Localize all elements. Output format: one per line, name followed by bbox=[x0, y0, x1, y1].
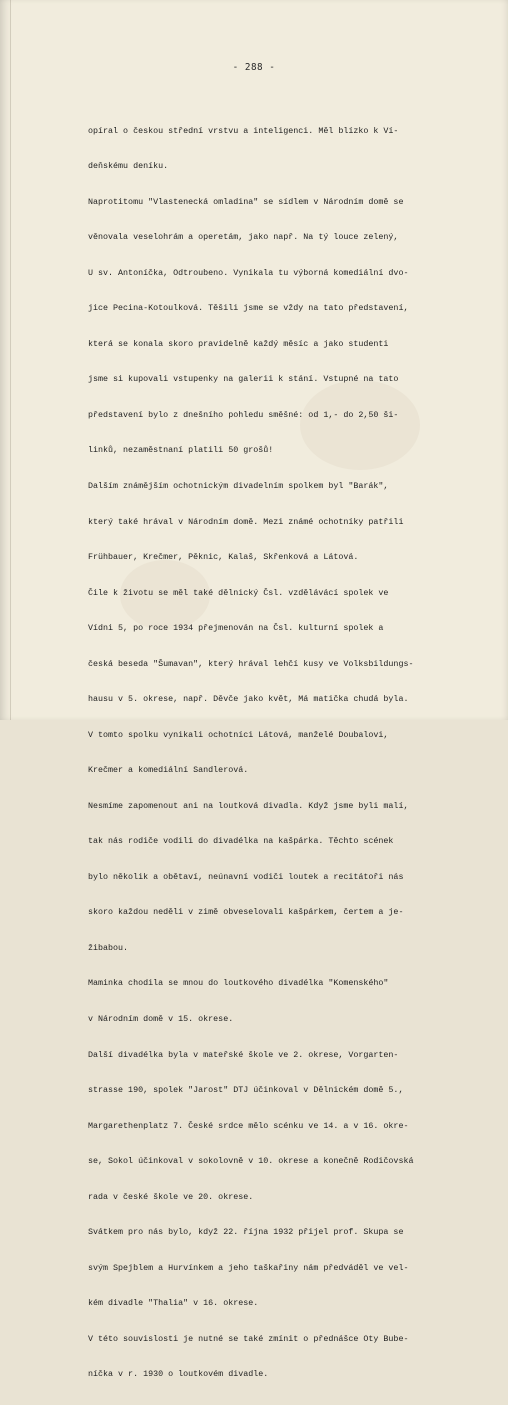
text-line: v Národním domě v 15. okrese. bbox=[88, 1013, 234, 1024]
text-line: Krečmer a komediální Sandlerová. bbox=[88, 765, 249, 776]
text-line: česká beseda "Šumavan", který hrával lehčí kusy ve Volksbildungs- bbox=[88, 658, 414, 669]
text-line: Margarethenplatz 7. České srdce mělo scénku ve 14. a v 16. okre- bbox=[88, 1120, 409, 1131]
text-line: strasse 190, spolek "Jarost" DTJ účinkoval v Dělnickém domě 5., bbox=[88, 1085, 404, 1096]
text-line: věnovala veselohrám a operetám, jako např. Na tý louce zelený, bbox=[88, 232, 399, 243]
text-line: Naprotitomu "Vlastenecká omladina" se sídlem v Národním domě se bbox=[88, 196, 404, 207]
text-line: svým Spejblem a Hurvínkem a jeho taškařiny nám předváděl ve vel- bbox=[88, 1262, 409, 1273]
text-line: představení bylo z dnešního pohledu směšné: od 1,- do 2,50 ši- bbox=[88, 409, 399, 420]
text-line: Dalším známějším ochotnickým divadelním spolkem byl "Barák", bbox=[88, 481, 389, 491]
text-line: rada v české škole ve 20. okrese. bbox=[88, 1191, 254, 1202]
text-line: jsme si kupovali vstupenky na galerii k stání. Vstupné na tato bbox=[88, 374, 399, 385]
binding-edge bbox=[10, 0, 11, 720]
text-line: kém divadle "Thalia" v 16. okrese. bbox=[88, 1298, 259, 1309]
text-line: skoro každou neděli v zimě obveselovali kašpárkem, čertem a je- bbox=[88, 907, 404, 918]
page-number: - 288 - bbox=[232, 62, 276, 73]
text-line: V tomto spolku vynikali ochotníci Látová, manželé Doubalovi, bbox=[88, 729, 389, 740]
text-line: níčka v r. 1930 o loutkovém divadle. bbox=[88, 1369, 269, 1380]
text-line: Frühbauer, Krečmer, Pěknic, Kalaš, Skřenková a Látová. bbox=[88, 552, 359, 563]
text-line: tak nás rodiče vodili do divadélka na kašpárka. Těchto scének bbox=[88, 836, 394, 847]
text-line: opíral o českou střední vrstvu a inteligenci. Měl blízko k Ví- bbox=[88, 125, 399, 136]
body-text bbox=[88, 102, 508, 1405]
text-line: jice Pecina-Kotoulková. Těšili jsme se vždy na tato představení, bbox=[88, 303, 409, 314]
text-line: deňskému deníku. bbox=[88, 161, 169, 172]
text-line: Maminka chodila se mnou do loutkového divadélka "Komenského" bbox=[88, 978, 389, 989]
text-line: Vídni 5, po roce 1934 přejmenován na Čsl. kulturní spolek a bbox=[88, 623, 384, 634]
text-line: bylo několik a obětaví, neúnavní vodiči loutek a recitátoři nás bbox=[88, 871, 404, 882]
text-line: která se konala skoro pravidelně každý měsíc a jako studenti bbox=[88, 338, 389, 349]
text-line: Další divadélka byla v mateřské škole ve 2. okrese, Vorgarten- bbox=[88, 1049, 399, 1060]
text-line: žibabou. bbox=[88, 942, 129, 953]
text-line: linků, nezaměstnaní platili 50 grošů! bbox=[88, 445, 274, 456]
text-line: V této souvislosti je nutné se také zmínit o přednášce Oty Bube- bbox=[88, 1333, 409, 1344]
text-line: se, Sokol účinkoval v sokolovně v 10. okrese a konečně Rodičovská bbox=[88, 1156, 414, 1167]
text-line: Čile k životu se měl také dělnický Čsl. vzdělávácí spolek ve bbox=[88, 587, 389, 598]
text-line: který také hrával v Národním domě. Mezi známé ochotníky patřili bbox=[88, 516, 404, 527]
text-line: hausu v 5. okrese, např. Děvče jako květ, Má matička chudá byla. bbox=[88, 694, 409, 705]
text-line: U sv. Antoníčka, Odtroubeno. Vynikala tu výborná komediální dvo- bbox=[88, 267, 409, 278]
text-line: Svátkem pro nás bylo, když 22. října 1932 přijel prof. Skupa se bbox=[88, 1227, 404, 1238]
text-line: Nesmíme zapomenout ani na loutková divadla. Když jsme byli malí, bbox=[88, 800, 409, 811]
